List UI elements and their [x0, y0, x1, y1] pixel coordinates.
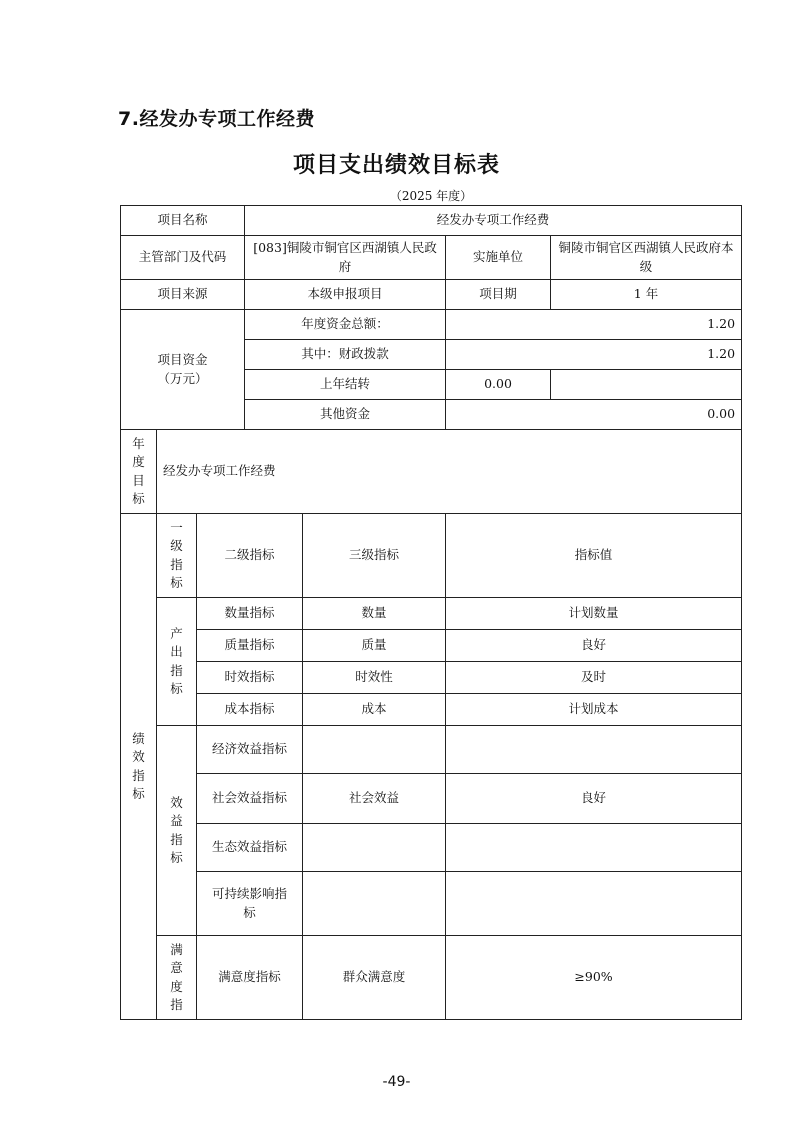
funds-fiscal-value: 1.20	[446, 340, 742, 370]
table-row	[121, 662, 742, 694]
benefit-value	[446, 872, 742, 936]
funds-carry-value: 0.00	[446, 370, 551, 400]
table-row	[121, 280, 742, 310]
funds-carry-label: 上年结转	[245, 370, 446, 400]
year-line: （2025 年度）	[389, 189, 473, 203]
page-number: -49-	[382, 1074, 411, 1090]
output-level2: 成本指标	[197, 694, 303, 726]
table-row	[121, 430, 742, 514]
benefit-level2: 可持续影响指 标	[197, 872, 303, 936]
goal-label: 年 度 目 标	[121, 430, 157, 514]
benefit-value	[446, 824, 742, 872]
performance-target-table	[120, 205, 742, 1020]
output-level3: 数量	[303, 598, 446, 630]
output-value: 良好	[446, 630, 742, 662]
funds-label: 项目资金 （万元）	[121, 310, 245, 430]
output-level3: 时效性	[303, 662, 446, 694]
table-row	[121, 236, 742, 280]
funds-total-label: 年度资金总额：	[245, 310, 446, 340]
impl-unit-value: 铜陵市铜官区西湖镇人民政府本级	[551, 236, 742, 280]
benefit-value	[446, 726, 742, 774]
benefit-level2: 经济效益指标	[197, 726, 303, 774]
table-row	[121, 872, 742, 936]
dept-label: 主管部门及代码	[121, 236, 245, 280]
dept-value: [083]铜陵市铜官区西湖镇人民政府	[245, 236, 446, 280]
satisfaction-level3: 群众满意度	[303, 936, 446, 1020]
benefit-level2: 社会效益指标	[197, 774, 303, 824]
benefit-level3	[303, 726, 446, 774]
project-name-label: 项目名称	[121, 206, 245, 236]
benefit-level3	[303, 872, 446, 936]
table-row	[121, 310, 742, 340]
output-value: 及时	[446, 662, 742, 694]
header-level1: 一 级 指 标	[157, 514, 197, 598]
indicators-label: 绩 效 指 标	[121, 514, 157, 1020]
output-value: 计划数量	[446, 598, 742, 630]
output-level2: 数量指标	[197, 598, 303, 630]
table-row	[121, 598, 742, 630]
funds-total-value: 1.20	[446, 310, 742, 340]
header-value: 指标值	[446, 514, 742, 598]
header-level2: 二级指标	[197, 514, 303, 598]
goal-value: 经发办专项工作经费	[157, 430, 742, 514]
page-title: 项目支出绩效目标表	[292, 153, 500, 178]
output-label: 产 出 指 标	[157, 598, 197, 726]
period-value: 1 年	[551, 280, 742, 310]
table-row	[121, 726, 742, 774]
benefit-level2: 生态效益指标	[197, 824, 303, 872]
source-value: 本级申报项目	[245, 280, 446, 310]
benefit-value: 良好	[446, 774, 742, 824]
benefit-label: 效 益 指 标	[157, 726, 197, 936]
satisfaction-label: 满 意 度 指	[157, 936, 197, 1020]
benefit-level3: 社会效益	[303, 774, 446, 824]
table-row	[121, 630, 742, 662]
benefit-level3	[303, 824, 446, 872]
table-row	[121, 514, 742, 598]
output-level2: 时效指标	[197, 662, 303, 694]
funds-carry-empty	[551, 370, 742, 400]
table-row	[121, 206, 742, 236]
satisfaction-level2: 满意度指标	[197, 936, 303, 1020]
section-heading: 7.经发办专项工作经费	[118, 108, 315, 130]
output-level3: 成本	[303, 694, 446, 726]
funds-fiscal-label: 其中：财政拨款	[245, 340, 446, 370]
period-label: 项目期	[446, 280, 551, 310]
output-level3: 质量	[303, 630, 446, 662]
funds-other-value: 0.00	[446, 400, 742, 430]
output-value: 计划成本	[446, 694, 742, 726]
project-name-value: 经发办专项工作经费	[245, 206, 742, 236]
source-label: 项目来源	[121, 280, 245, 310]
impl-unit-label: 实施单位	[446, 236, 551, 280]
table-row	[121, 774, 742, 824]
table-row	[121, 936, 742, 1020]
table-row	[121, 824, 742, 872]
satisfaction-value: ≥90%	[446, 936, 742, 1020]
header-level3: 三级指标	[303, 514, 446, 598]
funds-other-label: 其他资金	[245, 400, 446, 430]
table-row	[121, 694, 742, 726]
output-level2: 质量指标	[197, 630, 303, 662]
